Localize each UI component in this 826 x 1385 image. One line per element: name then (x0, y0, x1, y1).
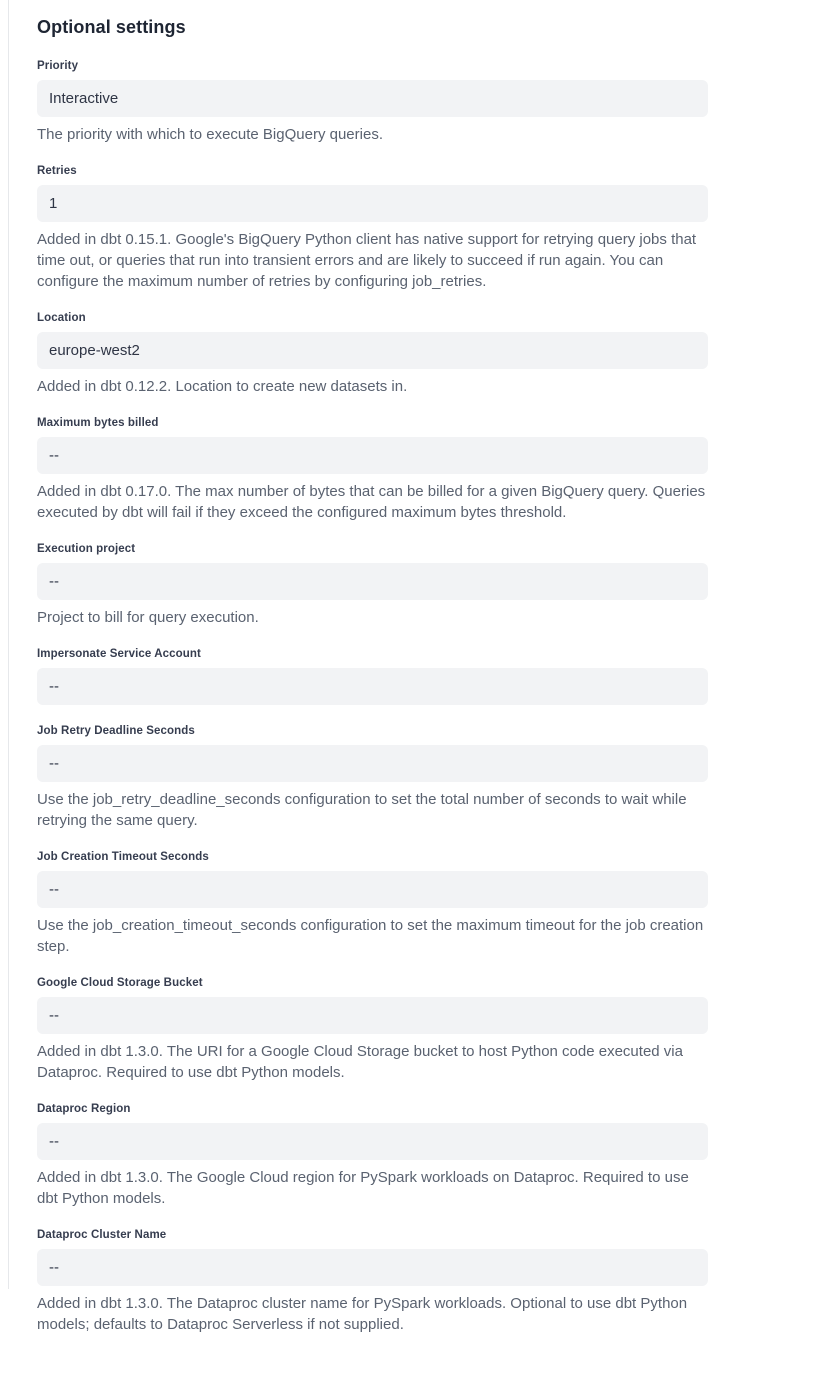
form-field (37, 1103, 708, 1209)
field-help-text: Project to bill for query execution. (37, 609, 259, 626)
field-input[interactable] (37, 668, 708, 705)
field-label: Retries (37, 165, 77, 177)
form-field (37, 648, 708, 705)
form-field (37, 725, 708, 831)
page-title: Optional settings (37, 17, 186, 37)
field-value: europe-west2 (49, 342, 140, 359)
field-help-text: Added in dbt 0.12.2. Location to create new datasets in. (37, 378, 408, 395)
field-value: -- (49, 1007, 59, 1024)
field-value: Interactive (49, 90, 119, 107)
field-label: Priority (37, 60, 79, 72)
field-label: Google Cloud Storage Bucket (37, 977, 203, 989)
field-value: -- (49, 1133, 59, 1150)
field-value: -- (49, 447, 59, 464)
field-label: Execution project (37, 543, 136, 555)
field-help-text: Added in dbt 0.15.1. Google's BigQuery Python client has native support for retrying query jobs that time out, or queries that run into transient errors and are likely to succeed if run again. You can configure the maximum number of retries by configuring job_retries. (37, 231, 697, 290)
field-input[interactable] (37, 80, 708, 117)
panel-left-border (8, 0, 9, 1289)
field-input[interactable] (37, 332, 708, 369)
form-field (37, 312, 708, 397)
form-field (37, 977, 708, 1083)
field-input[interactable] (37, 185, 708, 222)
field-help-text: Use the job_retry_deadline_seconds configuration to set the total number of seconds to wait while retrying the same query. (37, 791, 687, 829)
form-field (37, 417, 708, 523)
field-label: Job Creation Timeout Seconds (37, 851, 209, 863)
field-list (37, 60, 708, 1335)
field-label: Location (37, 312, 86, 324)
field-help-text: Added in dbt 1.3.0. The URI for a Google Cloud Storage bucket to host Python code executed via Dataproc. Required to use dbt Python models. (37, 1043, 683, 1081)
field-label: Job Retry Deadline Seconds (37, 725, 195, 737)
field-help-text: The priority with which to execute BigQuery queries. (37, 126, 383, 143)
field-help-text: Added in dbt 1.3.0. The Google Cloud region for PySpark workloads on Dataproc. Required to use dbt Python models. (37, 1169, 689, 1207)
field-value: -- (49, 881, 59, 898)
field-input[interactable] (37, 745, 708, 782)
form-field (37, 165, 708, 292)
field-value: -- (49, 573, 59, 590)
field-input[interactable] (37, 1123, 708, 1160)
field-help-text: Added in dbt 0.17.0. The max number of bytes that can be billed for a given BigQuery query. Queries executed by dbt will fail if they exceed the configured maximum bytes threshold. (37, 483, 706, 521)
field-input[interactable] (37, 563, 708, 600)
field-input[interactable] (37, 437, 708, 474)
field-label: Dataproc Cluster Name (37, 1229, 167, 1241)
field-value: 1 (49, 195, 58, 212)
field-input[interactable] (37, 871, 708, 908)
field-help-text: Added in dbt 1.3.0. The Dataproc cluster name for PySpark workloads. Optional to use dbt Python models; defaults to Dataproc Serverless if not supplied. (37, 1295, 688, 1333)
form-field (37, 851, 708, 957)
field-input[interactable] (37, 997, 708, 1034)
field-value: -- (49, 755, 59, 772)
form-field (37, 1229, 708, 1335)
field-label: Dataproc Region (37, 1103, 131, 1115)
field-value: -- (49, 1259, 59, 1276)
field-help-text: Use the job_creation_timeout_seconds configuration to set the maximum timeout for the job creation step. (37, 917, 704, 955)
field-value: -- (49, 678, 59, 695)
field-input[interactable] (37, 1249, 708, 1286)
field-label: Maximum bytes billed (37, 417, 159, 429)
form-field (37, 543, 708, 628)
form-field (37, 60, 708, 145)
field-label: Impersonate Service Account (37, 648, 201, 660)
